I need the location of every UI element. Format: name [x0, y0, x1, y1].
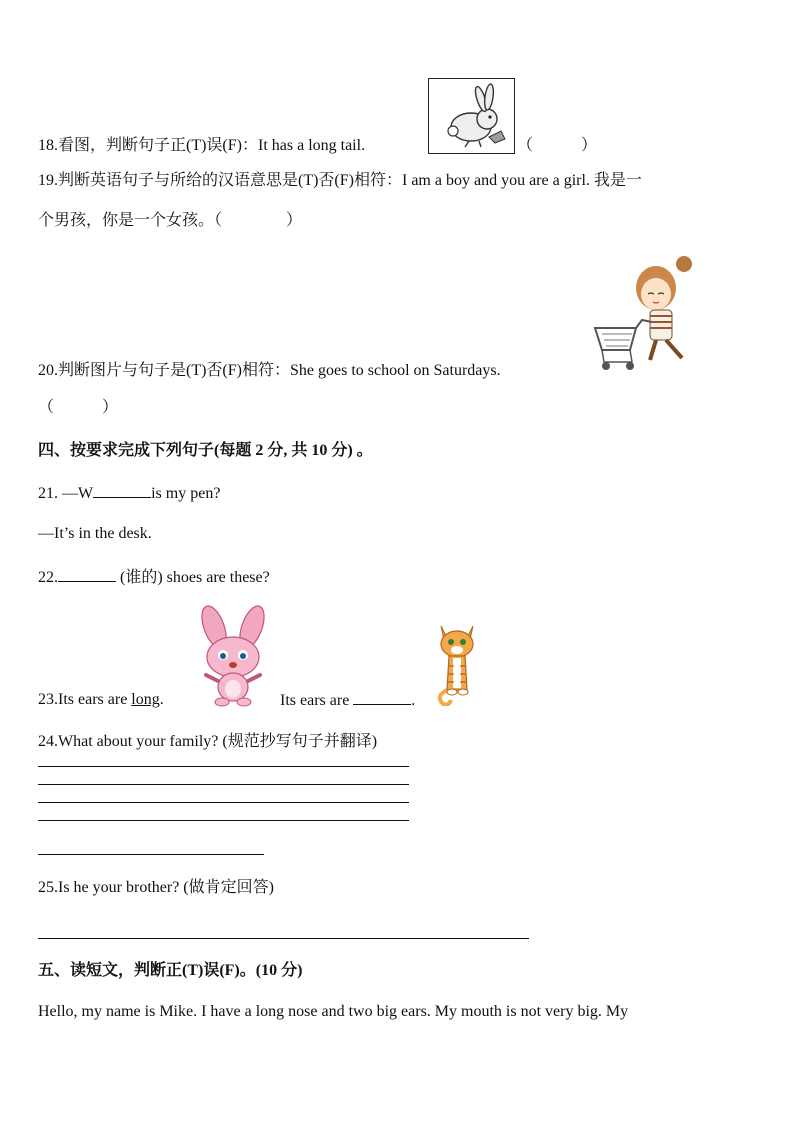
q23-left-period: .	[159, 691, 164, 708]
rabbit-eating-leaf-icon	[428, 78, 515, 154]
q23-right-sentence	[280, 690, 415, 711]
q25-line: 25.Is he your brother? (做肯定回答)	[38, 879, 274, 896]
pink-rabbit-icon	[192, 605, 274, 707]
q21-suffix: is my pen?	[151, 485, 221, 502]
q23-left-sentence	[38, 690, 164, 710]
q22-line	[38, 567, 270, 588]
q20-answer-paren: （ ）	[38, 399, 119, 416]
q22-blank[interactable]	[58, 567, 116, 582]
q22-rest: (谁的) shoes are these?	[116, 569, 270, 586]
section4-heading: 四、按要求完成下列句子(每题 2 分, 共 10 分) 。	[38, 442, 373, 459]
q23-right-period: .	[411, 692, 416, 709]
q22-number: 22.	[38, 569, 58, 586]
q24-line: 24.What about your family? (规范抄写句子并翻译)	[38, 733, 378, 750]
q23-underlined-word: long	[131, 691, 160, 708]
q24-answer-line[interactable]	[38, 854, 264, 855]
q21-answer-line: —It’s in the desk.	[38, 525, 152, 542]
girl-pushing-shopping-cart-icon	[590, 252, 700, 374]
q23-left-prefix: 23.Its ears are	[38, 691, 132, 708]
section5-passage-line: Hello, my name is Mike. I have a long nose and two big ears. My mouth is not very big. My	[38, 1003, 629, 1020]
q19-line2: 个男孩，你是一个女孩。（ ）	[38, 212, 303, 229]
q25-answer-line[interactable]	[38, 938, 529, 939]
q21-prefix: 21. —W	[38, 485, 94, 502]
q24-writing-line-1[interactable]	[38, 766, 409, 767]
q23-blank[interactable]	[353, 690, 411, 705]
q21-blank[interactable]	[93, 483, 151, 498]
q18-text: 18.看图，判断句子正(T)误(F)：It has a long tail.	[38, 137, 366, 154]
q23-right-prefix: Its ears are	[280, 692, 354, 709]
q24-writing-line-2[interactable]	[38, 784, 409, 785]
q18-answer-paren: （ ）	[517, 137, 598, 154]
section5-heading: 五、读短文，判断正(T)误(F)。(10 分)	[38, 962, 303, 979]
orange-cat-icon	[433, 616, 481, 706]
q24-writing-line-4[interactable]	[38, 820, 409, 821]
q19-line1: 19.判断英语句子与所给的汉语意思是(T)否(F)相符：I am a boy and you are a girl. 我是一	[38, 172, 642, 189]
q18-line	[38, 136, 365, 156]
q21-question	[38, 483, 220, 504]
q20-line: 20.判断图片与句子是(T)否(F)相符：She goes to school on Saturdays.	[38, 362, 501, 379]
q24-writing-line-3[interactable]	[38, 802, 409, 803]
